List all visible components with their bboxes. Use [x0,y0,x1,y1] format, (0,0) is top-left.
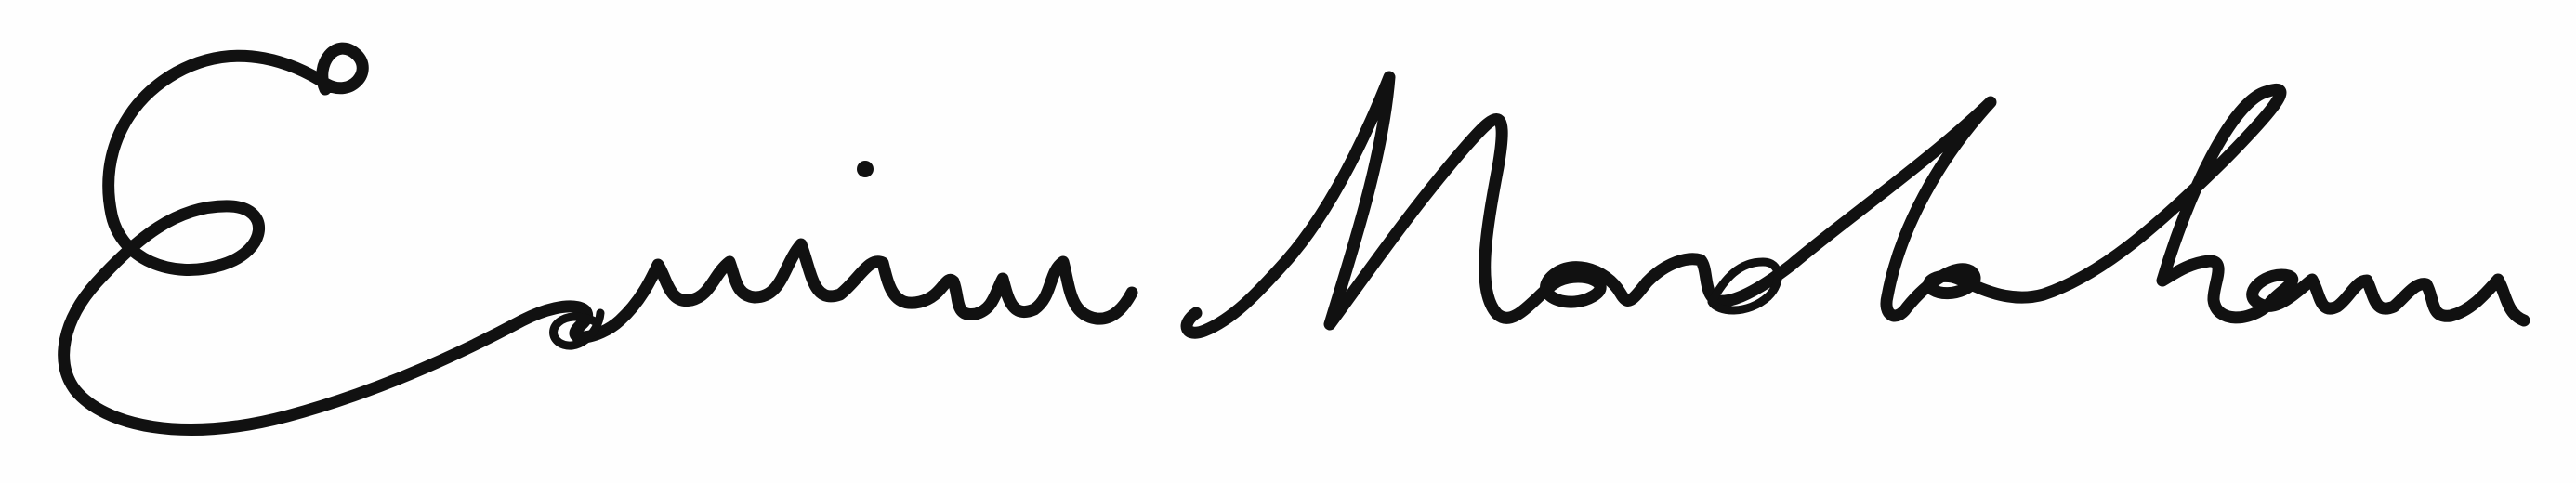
signature-first-name [64,48,1132,429]
signature-last-name [1187,77,2524,333]
